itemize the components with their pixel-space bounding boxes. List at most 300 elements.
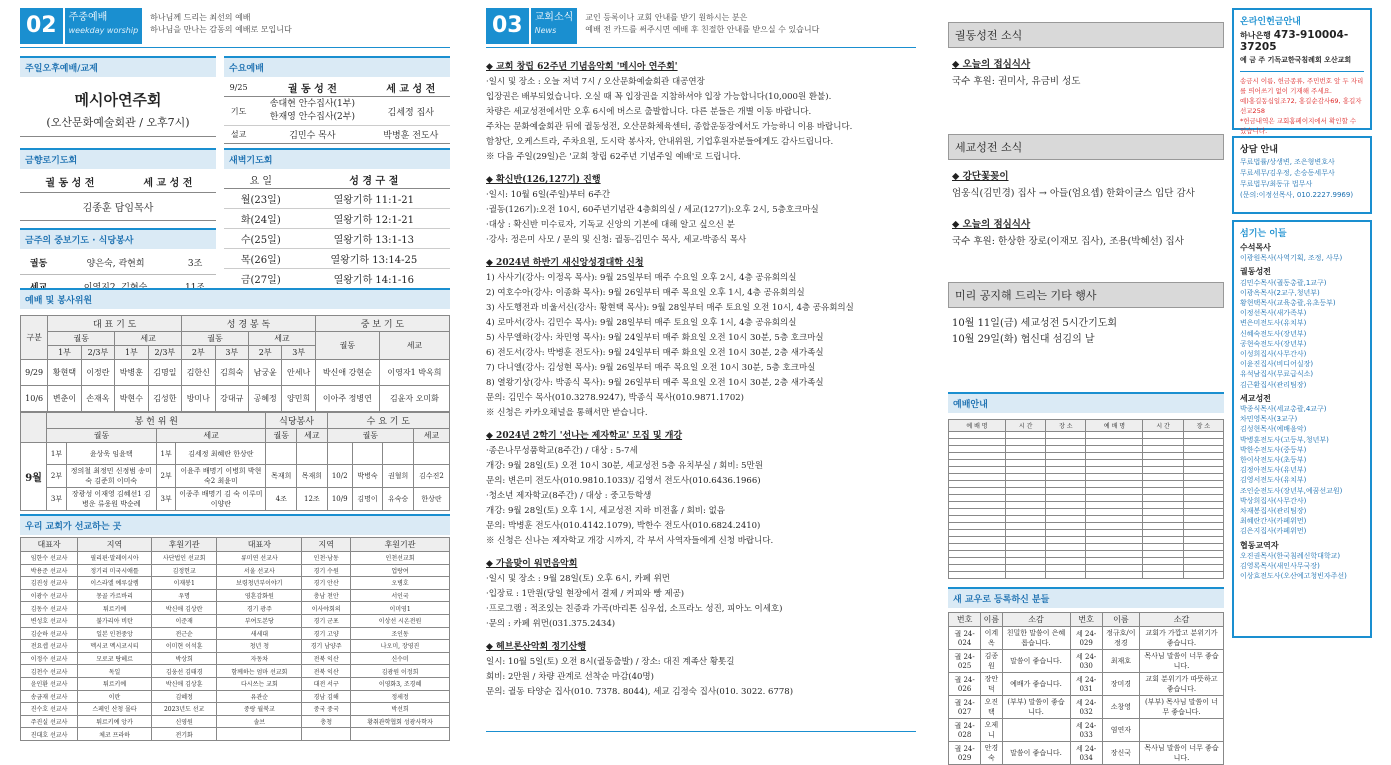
- new-cell: 목사님 말씀이 너무 좋습니다.: [1139, 742, 1223, 765]
- staff-line: 오진권목사(한국침례신학대학교): [1240, 551, 1341, 560]
- new-row: [949, 742, 1224, 765]
- new-head: 이름: [981, 613, 1002, 627]
- page-04: [948, 8, 1224, 762]
- wg-cell: [949, 544, 1006, 551]
- svc-row: [21, 360, 450, 386]
- dawn-cell: 열왕기하 13:14-25: [298, 249, 450, 269]
- mission-cell: 함께하는 엄마 선교회: [217, 665, 302, 678]
- notice-line: ·종은나무성품학교(8주간) / 대상 : 5-7세: [486, 446, 638, 456]
- notice-line: 7) 다니엘(강사: 김성현 목사): 9월 26일부터 매주 목요일 오전 10시 30분, 5층 호크마실: [486, 363, 816, 373]
- offer-cell: 김세정 최혜란 한상란: [176, 443, 266, 465]
- wg-row: [949, 439, 1224, 446]
- wg-cell: [1006, 453, 1046, 460]
- week-cell: 궐동: [20, 251, 57, 275]
- wg-cell: [1143, 467, 1183, 474]
- wg-cell: [1086, 446, 1143, 453]
- notice-line: ·궐동(126기):오전 10시, 60주년기념관 4층회의실 / 세교(127기):오후 2시, 5층호크마실: [486, 205, 819, 215]
- svc-part: 3부: [282, 346, 315, 360]
- sg-sub-1: ◆ 강단꽃꽂이: [952, 171, 1009, 182]
- wg-cell: [1086, 537, 1143, 544]
- mission-cell: 부여도본당: [217, 614, 302, 627]
- wg-cell: [1006, 467, 1046, 474]
- wg-cell: [1006, 481, 1046, 488]
- wg-cell: [949, 523, 1006, 530]
- wg-cell: [1143, 432, 1183, 439]
- wg-cell: [1086, 565, 1143, 572]
- mission-bar: 우리 교회가 선교하는 곳: [20, 514, 450, 535]
- new-cell: [1139, 719, 1223, 742]
- mission-cell: [351, 728, 450, 741]
- notice-line: ※ 다음 주일(29일)은 '교회 창립 62주년 기념주일 예배'로 드립니다.: [486, 152, 741, 162]
- offer-top: 식당봉사: [266, 413, 327, 429]
- new-cell: (부부) 목사님 말씀이 너무 좋습니다.: [1139, 696, 1223, 719]
- notice-heading: ◆ 교회 창립 62주년 기념음악회 '메시아 연주회': [486, 62, 678, 72]
- mission-cell: 주진실 선교사: [21, 715, 78, 728]
- section-number: 02: [20, 8, 63, 44]
- desc-line-2: 예배 전 카드를 써주시면 예배 후 친절한 안내를 받으실 수 있습니다: [585, 25, 820, 34]
- notice-line: 문의: 변은미 전도사(010.9810.1033)/ 김영서 전도사(010.6436.1966): [486, 476, 761, 486]
- wg-cell: [1183, 558, 1223, 565]
- mission-head: 지역: [302, 538, 351, 552]
- offer-sub: 세교: [156, 429, 266, 443]
- wg-cell: [1143, 453, 1183, 460]
- wed-bar: 수요예배: [224, 56, 450, 77]
- mission-cell: 필리핀·말레이시아: [78, 552, 152, 565]
- notice-heading: ◆ 2024년 하반기 새신앙성경대학 신청: [486, 258, 644, 268]
- wg-cell: [1086, 523, 1143, 530]
- dawn-cell: 열왕기하 12:1-21: [298, 209, 450, 229]
- wg-cell: [1183, 446, 1223, 453]
- new-head-row: [949, 613, 1224, 627]
- wg-cell: [1143, 446, 1183, 453]
- notice-heading: ◆ 확신반(126,127기) 진행: [486, 175, 601, 185]
- desc-line-1: 하나님께 드리는 최선의 예배: [150, 13, 251, 22]
- mission-cell: 경기 군포: [302, 614, 351, 627]
- wg-cell: [1086, 544, 1143, 551]
- mission-head: 후원기관: [151, 538, 216, 552]
- mission-cell: 신영원: [151, 715, 216, 728]
- new-cell: 궐 24-029: [949, 742, 981, 765]
- new-head: 소감: [1002, 613, 1070, 627]
- wg-cell: [1006, 509, 1046, 516]
- sg-sub-2: ◆ 오늘의 점심식사: [952, 219, 1031, 230]
- staff-line: 유석남집사(무료급식소): [1240, 370, 1314, 379]
- wg-row: [949, 481, 1224, 488]
- svc-cell: 10/6: [21, 386, 48, 412]
- wg-row: [949, 432, 1224, 439]
- mission-cell: 중국 중국: [302, 703, 351, 716]
- mission-cell: 이재봉1: [151, 577, 216, 590]
- offer-cell: 4조: [266, 488, 297, 511]
- mission-cell: 이준재: [151, 614, 216, 627]
- wg-cell: [1143, 565, 1183, 572]
- wed-sermon-1: 김민수 목사: [253, 126, 371, 144]
- new-cell: 궐 24-026: [949, 673, 981, 696]
- mission-cell: 전근순: [151, 627, 216, 640]
- wg-row: [949, 495, 1224, 502]
- staff-group-heading: 궐동성전: [1240, 267, 1271, 277]
- page-03: [486, 8, 916, 736]
- wg-cell: [949, 572, 1006, 579]
- mission-cell: 전요셉 선교사: [21, 640, 78, 653]
- pre-event-1: 10월 11일(금) 세교성전 5시간기도회: [952, 318, 1118, 329]
- mission-cell: 진대호 선교사: [21, 728, 78, 741]
- sg-bar: 세교성전 소식: [948, 134, 1224, 160]
- new-cell: 세 24-032: [1070, 696, 1102, 719]
- svc-cell: 남궁윤: [248, 360, 281, 386]
- staff-line: 김근환집사(관리팀장): [1240, 380, 1307, 389]
- mission-cell: 오병호: [351, 577, 450, 590]
- wg-head: 예 배 명: [949, 420, 1006, 432]
- wg-cell: [1006, 558, 1046, 565]
- wg-cell: [1086, 432, 1143, 439]
- mission-cell: 전북 익산: [302, 652, 351, 665]
- friday-prayer: [20, 148, 216, 221]
- staff-group-heading: 협동교역자: [1240, 540, 1279, 550]
- notice-line: ·프로그램 : 적조있는 친증과 가곡(바리톤 심우섭, 소프라노 성진, 피아노 이세호): [486, 604, 783, 614]
- wg-row: [949, 558, 1224, 565]
- wg-cell: [1006, 537, 1046, 544]
- offer-cell: 10/9: [327, 488, 352, 511]
- wg-head: 예 배 명: [1086, 420, 1143, 432]
- mission-row: [21, 652, 450, 665]
- staff-group-heading: 세교성전: [1240, 393, 1271, 403]
- notice-line: 문의: 박병훈 전도사(010.4142.1079), 박한수 전도사(010.6824.2410): [486, 521, 761, 531]
- wg-cell: [1006, 488, 1046, 495]
- svc-cell: 강대규: [215, 386, 248, 412]
- counsel-line: 무료세무/김우정, 손승동세무사: [1240, 169, 1335, 177]
- offer-cell: 2부: [47, 465, 67, 488]
- new-cell: 세 24-034: [1070, 742, 1102, 765]
- offer-cell: [266, 443, 297, 465]
- notice-item: [486, 640, 916, 700]
- mission-row: [21, 640, 450, 653]
- wg-cell: [1006, 460, 1046, 467]
- online-note: 송금시 이름, 헌금종류, 주민번호 앞 두 자리를 띄어쓰기 없이 기재해 주세요.: [1240, 77, 1364, 95]
- mission-cell: 경남 김해: [302, 690, 351, 703]
- svc-part: 2부: [248, 346, 281, 360]
- wg-cell: [1086, 551, 1143, 558]
- wed-prayer-1: 송대현 안수집사(1부): [269, 99, 355, 109]
- wg-cell: [949, 474, 1006, 481]
- mission-cell: 김진성 선교사: [21, 577, 78, 590]
- wg-cell: [1006, 551, 1046, 558]
- offer-cell: [352, 443, 383, 465]
- svc-sub: 세교: [379, 332, 449, 360]
- offering-table: [20, 412, 450, 511]
- svc-sub: 궐동: [48, 332, 115, 346]
- mission-cell: 모로코 탕헤르: [78, 652, 152, 665]
- mission-cell: 중랑 월북교: [217, 703, 302, 716]
- wg-cell: [1183, 481, 1223, 488]
- offer-cell: 2부: [156, 465, 176, 488]
- wg-cell: [1006, 474, 1046, 481]
- wg-row: [949, 502, 1224, 509]
- wg-cell: [1046, 495, 1086, 502]
- offer-sub: 세교: [297, 429, 328, 443]
- wg-cell: [1006, 523, 1046, 530]
- wg-row: [949, 537, 1224, 544]
- wg-cell: [1046, 481, 1086, 488]
- offer-cell: 박병숙: [352, 465, 383, 488]
- staff-line: 김은지집사(카페위먼): [1240, 527, 1307, 536]
- new-cell: 궐 24-027: [949, 696, 981, 719]
- mission-cell: 이미영1: [351, 602, 450, 615]
- wg-cell: [1183, 453, 1223, 460]
- section-desc: [150, 8, 292, 36]
- fri-h1: 궐 동 성 전: [20, 171, 120, 193]
- fri-h2: 세 교 성 전: [120, 171, 216, 193]
- wg-cell: [1183, 432, 1223, 439]
- notice-heading: ◆ 2024년 2학기 '선나는 제자학교' 모집 및 개강: [486, 431, 683, 441]
- dawn-cell: 수(25일): [224, 229, 298, 249]
- offer-sub: 궐동: [266, 429, 297, 443]
- section-title-ko: 교회소식: [534, 12, 574, 23]
- notice-line: 3) 사도행전과 비울서신(강사: 황현택 목사): 9월 28일부터 매주 토요일 오전 10시, 4층 공유회의실: [486, 303, 854, 313]
- new-cell: 말씀이 좋습니다.: [1002, 742, 1070, 765]
- notice-line: ·문의 : 카페 위먼(031.375.2434): [486, 619, 616, 629]
- mission-cell: 서인국: [351, 589, 450, 602]
- mission-cell: 체코 프라하: [78, 728, 152, 741]
- wg-cell: [1006, 530, 1046, 537]
- svc-row: [21, 386, 450, 412]
- new-cell: 염연자: [1102, 719, 1139, 742]
- wed-h2: 세 교 성 전: [372, 79, 450, 97]
- new-cell: 오진택: [981, 696, 1002, 719]
- mission-cell: 충청: [302, 715, 351, 728]
- wg-row: [949, 551, 1224, 558]
- mission-cell: 불가리아 비탄: [78, 614, 152, 627]
- mission-cell: [302, 728, 351, 741]
- pre-bar: 미리 공지해 드리는 기타 행사: [948, 282, 1224, 308]
- wg-row: [949, 572, 1224, 579]
- fri-table: [20, 171, 216, 221]
- online-account: 473-910004-37205: [1240, 29, 1349, 53]
- mission-cell: 사단법인 선교회: [151, 552, 216, 565]
- offer-sub: 궐동: [327, 429, 413, 443]
- svc-top: 대 표 기 도: [48, 316, 182, 332]
- mission-row: [21, 690, 450, 703]
- new-cell: 세 24-030: [1070, 650, 1102, 673]
- wg-row: [949, 446, 1224, 453]
- wg-cell: [1183, 488, 1223, 495]
- wg-bar: 예배안내: [948, 392, 1224, 413]
- dawn-cell: 금(27일): [224, 269, 298, 289]
- mission-cell: 튀르키예: [78, 602, 152, 615]
- svc-label: 구분: [21, 316, 48, 360]
- svc-cell: 박신애 강현순: [315, 360, 379, 386]
- wg-cell: [1143, 523, 1183, 530]
- offer-cell: 3부: [156, 488, 176, 511]
- mission-cell: 대전 서구: [302, 677, 351, 690]
- new-cell: 이계옥: [981, 627, 1002, 650]
- afternoon-box: [20, 77, 216, 137]
- staff-line: 박종식목사(세교총괄,4교구): [1240, 405, 1327, 414]
- desc-line-2: 하나님을 만나는 감동의 예배로 모입니다: [150, 25, 292, 34]
- svc-cell: 방미나: [182, 386, 215, 412]
- wed-table: [224, 79, 450, 144]
- new-cell: 궐 24-028: [949, 719, 981, 742]
- new-cell: 장미경: [1102, 673, 1139, 696]
- pre-event-2: 10월 29일(화) 협신대 섬김의 날: [952, 334, 1095, 345]
- offer-blank: [21, 413, 47, 443]
- offer-cell: 10/2: [327, 465, 352, 488]
- wg-cell: [1086, 516, 1143, 523]
- service-bar: 예배 및 봉사위원: [20, 288, 450, 309]
- svc-cell: 이정란: [81, 360, 114, 386]
- mission-cell: 김순하 선교사: [21, 627, 78, 640]
- sg-text-1: 엄웅식(김민경) 집사 → 아들(엄요셉) 한화이글스 입단 감사: [952, 188, 1195, 199]
- staff-line: 공현숙전도사(장년부): [1240, 339, 1307, 348]
- gd-sub: ◆ 오늘의 접심식사: [952, 59, 1031, 70]
- notice-line: 5) 사무엘하(강사: 차민영 목사): 9월 24일부터 매주 화요일 오전 10시 30분, 5층 호크마실: [486, 333, 824, 343]
- wg-cell: [1143, 502, 1183, 509]
- wg-head: 시 간: [1143, 420, 1183, 432]
- wg-cell: [1086, 467, 1143, 474]
- mission-cell: 이영화3, 조경혜: [351, 677, 450, 690]
- mission-row: [21, 589, 450, 602]
- svc-top: 성 경 봉 독: [182, 316, 316, 332]
- new-cell: 목사님 말씀이 너무 좋습니다.: [1139, 650, 1223, 673]
- wg-cell: [1046, 523, 1086, 530]
- notice-line: ·청소년 제자학교(8주간) / 대상 : 중고등학생: [486, 491, 652, 501]
- staff-line: 이광원목사(사역기획, 조정, 사무): [1240, 254, 1343, 263]
- offer-sub: 궐동: [47, 429, 157, 443]
- staff-line: 박병훈전도사(고등부,청년부): [1240, 435, 1329, 444]
- service-table: [20, 315, 450, 412]
- new-cell: 최재호: [1102, 650, 1139, 673]
- wg-head: 시 간: [1006, 420, 1046, 432]
- mission-cell: 2023년도 선교: [151, 703, 216, 716]
- dawn-h2: 성 경 구 절: [298, 171, 450, 189]
- staff-line: 이상효전도사(오산예고청빈자주선): [1240, 572, 1347, 581]
- staff-line: 김영록목사(새인사무국장): [1240, 562, 1320, 571]
- mission-cell: 멕시코 멕시코시티: [78, 640, 152, 653]
- wg-cell: [1046, 446, 1086, 453]
- wg-row: [949, 453, 1224, 460]
- mission-cell: 신수미: [351, 652, 450, 665]
- mission-cell: 경기 수원: [302, 564, 351, 577]
- wg-cell: [1143, 551, 1183, 558]
- offer-month: 9월: [21, 443, 47, 511]
- svc-cell: 김윤자 오미화: [379, 386, 449, 412]
- week-bar: 금주의 중보기도 · 식당봉사: [20, 228, 216, 249]
- wg-cell: [1046, 537, 1086, 544]
- svc-cell: 안세나: [282, 360, 315, 386]
- wg-row: [949, 460, 1224, 467]
- mission-cell: 변성호 선교사: [21, 614, 78, 627]
- online-note-3: *헌금내역은 교회홈페이지에서 확인할 수 있습니다.: [1240, 117, 1357, 135]
- dawn-cell: 화(24일): [224, 209, 298, 229]
- counsel-box: [1232, 136, 1372, 214]
- new-cell: 궐 24-025: [949, 650, 981, 673]
- wg-cell: [1143, 530, 1183, 537]
- wg-cell: [1046, 565, 1086, 572]
- notice-item: [486, 429, 916, 549]
- section-title: [531, 8, 578, 44]
- offer-cell: 목재희: [266, 465, 297, 488]
- offer-cell: 정의철 최정민 신정범 송미숙 김준희 이미숙: [66, 465, 156, 488]
- mission-cell: 나오미, 장영진: [351, 640, 450, 653]
- wg-cell: [949, 495, 1006, 502]
- wg-cell: [1143, 474, 1183, 481]
- notice-line: ·일시 및 장소 : 9월 28일(토) 오후 6시, 카페 위먼: [486, 574, 671, 584]
- offer-cell: [413, 443, 449, 465]
- new-cell: 오제니: [981, 719, 1002, 742]
- wg-cell: [949, 453, 1006, 460]
- svc-part: 3부: [215, 346, 248, 360]
- notice-line: 개강: 9월 28일(토) 오후 1시, 세교성전 지하 비전홀 / 회비: 없음: [486, 506, 726, 516]
- staff-title: 섬기는 이들: [1240, 229, 1287, 239]
- wg-cell: [1183, 439, 1223, 446]
- new-head: 소감: [1139, 613, 1223, 627]
- wg-cell: [949, 537, 1006, 544]
- mission-cell: 박용준 선교사: [21, 564, 78, 577]
- svc-sub: 궐동: [315, 332, 379, 360]
- wg-cell: [1143, 460, 1183, 467]
- new-cell: 세 24-033: [1070, 719, 1102, 742]
- staff-line: 김정아전도사(유년부): [1240, 466, 1307, 475]
- wg-cell: [1183, 509, 1223, 516]
- wg-cell: [1046, 544, 1086, 551]
- counsel-line: 무료법률/상생변, 조은형변호사: [1240, 158, 1335, 166]
- staff-line: 신혜숙전도사(장년부): [1240, 329, 1307, 338]
- offer-cell: 유숙승: [383, 488, 414, 511]
- notice-line: 함창단, 오케스트라, 주차요원, 도시락 봉사자, 안내위원, 기업후원자분들에게도 감사드립니다.: [486, 137, 834, 147]
- mission-head-row: [21, 538, 450, 552]
- wg-row: [949, 565, 1224, 572]
- offer-row: [21, 465, 450, 488]
- mission-cell: 인천선교회: [351, 552, 450, 565]
- staff-line: 최혜란간사(카페위먼): [1240, 517, 1307, 526]
- new-cell: 세 24-029: [1070, 627, 1102, 650]
- offer-row: [21, 443, 450, 465]
- fri-bar: 금향로기도회: [20, 148, 216, 169]
- wg-cell: [949, 432, 1006, 439]
- new-cell: 장안덕: [981, 673, 1002, 696]
- notice-list: [486, 48, 916, 700]
- counsel-line: (문의:이정선목사, 010.2227.9969): [1240, 191, 1354, 199]
- svc-cell: 손재옥: [81, 386, 114, 412]
- wg-cell: [1086, 474, 1143, 481]
- offer-sub-row: [21, 429, 450, 443]
- mission-cell: 정세정: [351, 690, 450, 703]
- online-note-2: 예)홍길동십일조72, 홍길순감사69, 홍길자선교258: [1240, 97, 1362, 115]
- wg-head: 장 소: [1046, 420, 1086, 432]
- staff-line: 박한수전도사(중등부): [1240, 445, 1307, 454]
- gd-news: [948, 48, 1224, 98]
- staff-line: 차재봉집사(관리팀장): [1240, 507, 1307, 516]
- staff-group-heading: 수석목사: [1240, 243, 1271, 252]
- mission-cell: 독일: [78, 665, 152, 678]
- staff-line: 이윤진집사(비디어실장): [1240, 360, 1314, 369]
- svc-sub: 세교: [115, 332, 182, 346]
- wg-cell: [1183, 502, 1223, 509]
- dawn-row: [224, 209, 450, 229]
- staff-line: 황현택목사(교육총괄,유초등부): [1240, 299, 1336, 308]
- notice-line: 문의: 궐동 타양순 집사(010. 7378. 8044), 세교 김정숙 집사(010. 3022. 6778): [486, 687, 794, 697]
- wed-prayer-2: 한재영 안수집사(2부): [269, 112, 355, 122]
- notice-line: ※ 신청은 카카오채널을 통해서만 받습니다.: [486, 408, 648, 418]
- wg-cell: [949, 509, 1006, 516]
- new-row: [949, 696, 1224, 719]
- notice-line: 문의: 김민수 목사(010.3278.9247), 박종식 목사(010.9871.1702): [486, 393, 744, 403]
- svc-part: 2/3부: [81, 346, 114, 360]
- wg-cell: [1183, 572, 1223, 579]
- wg-cell: [1006, 446, 1046, 453]
- mission-cell: 김정헌교: [151, 564, 216, 577]
- wg-cell: [1183, 565, 1223, 572]
